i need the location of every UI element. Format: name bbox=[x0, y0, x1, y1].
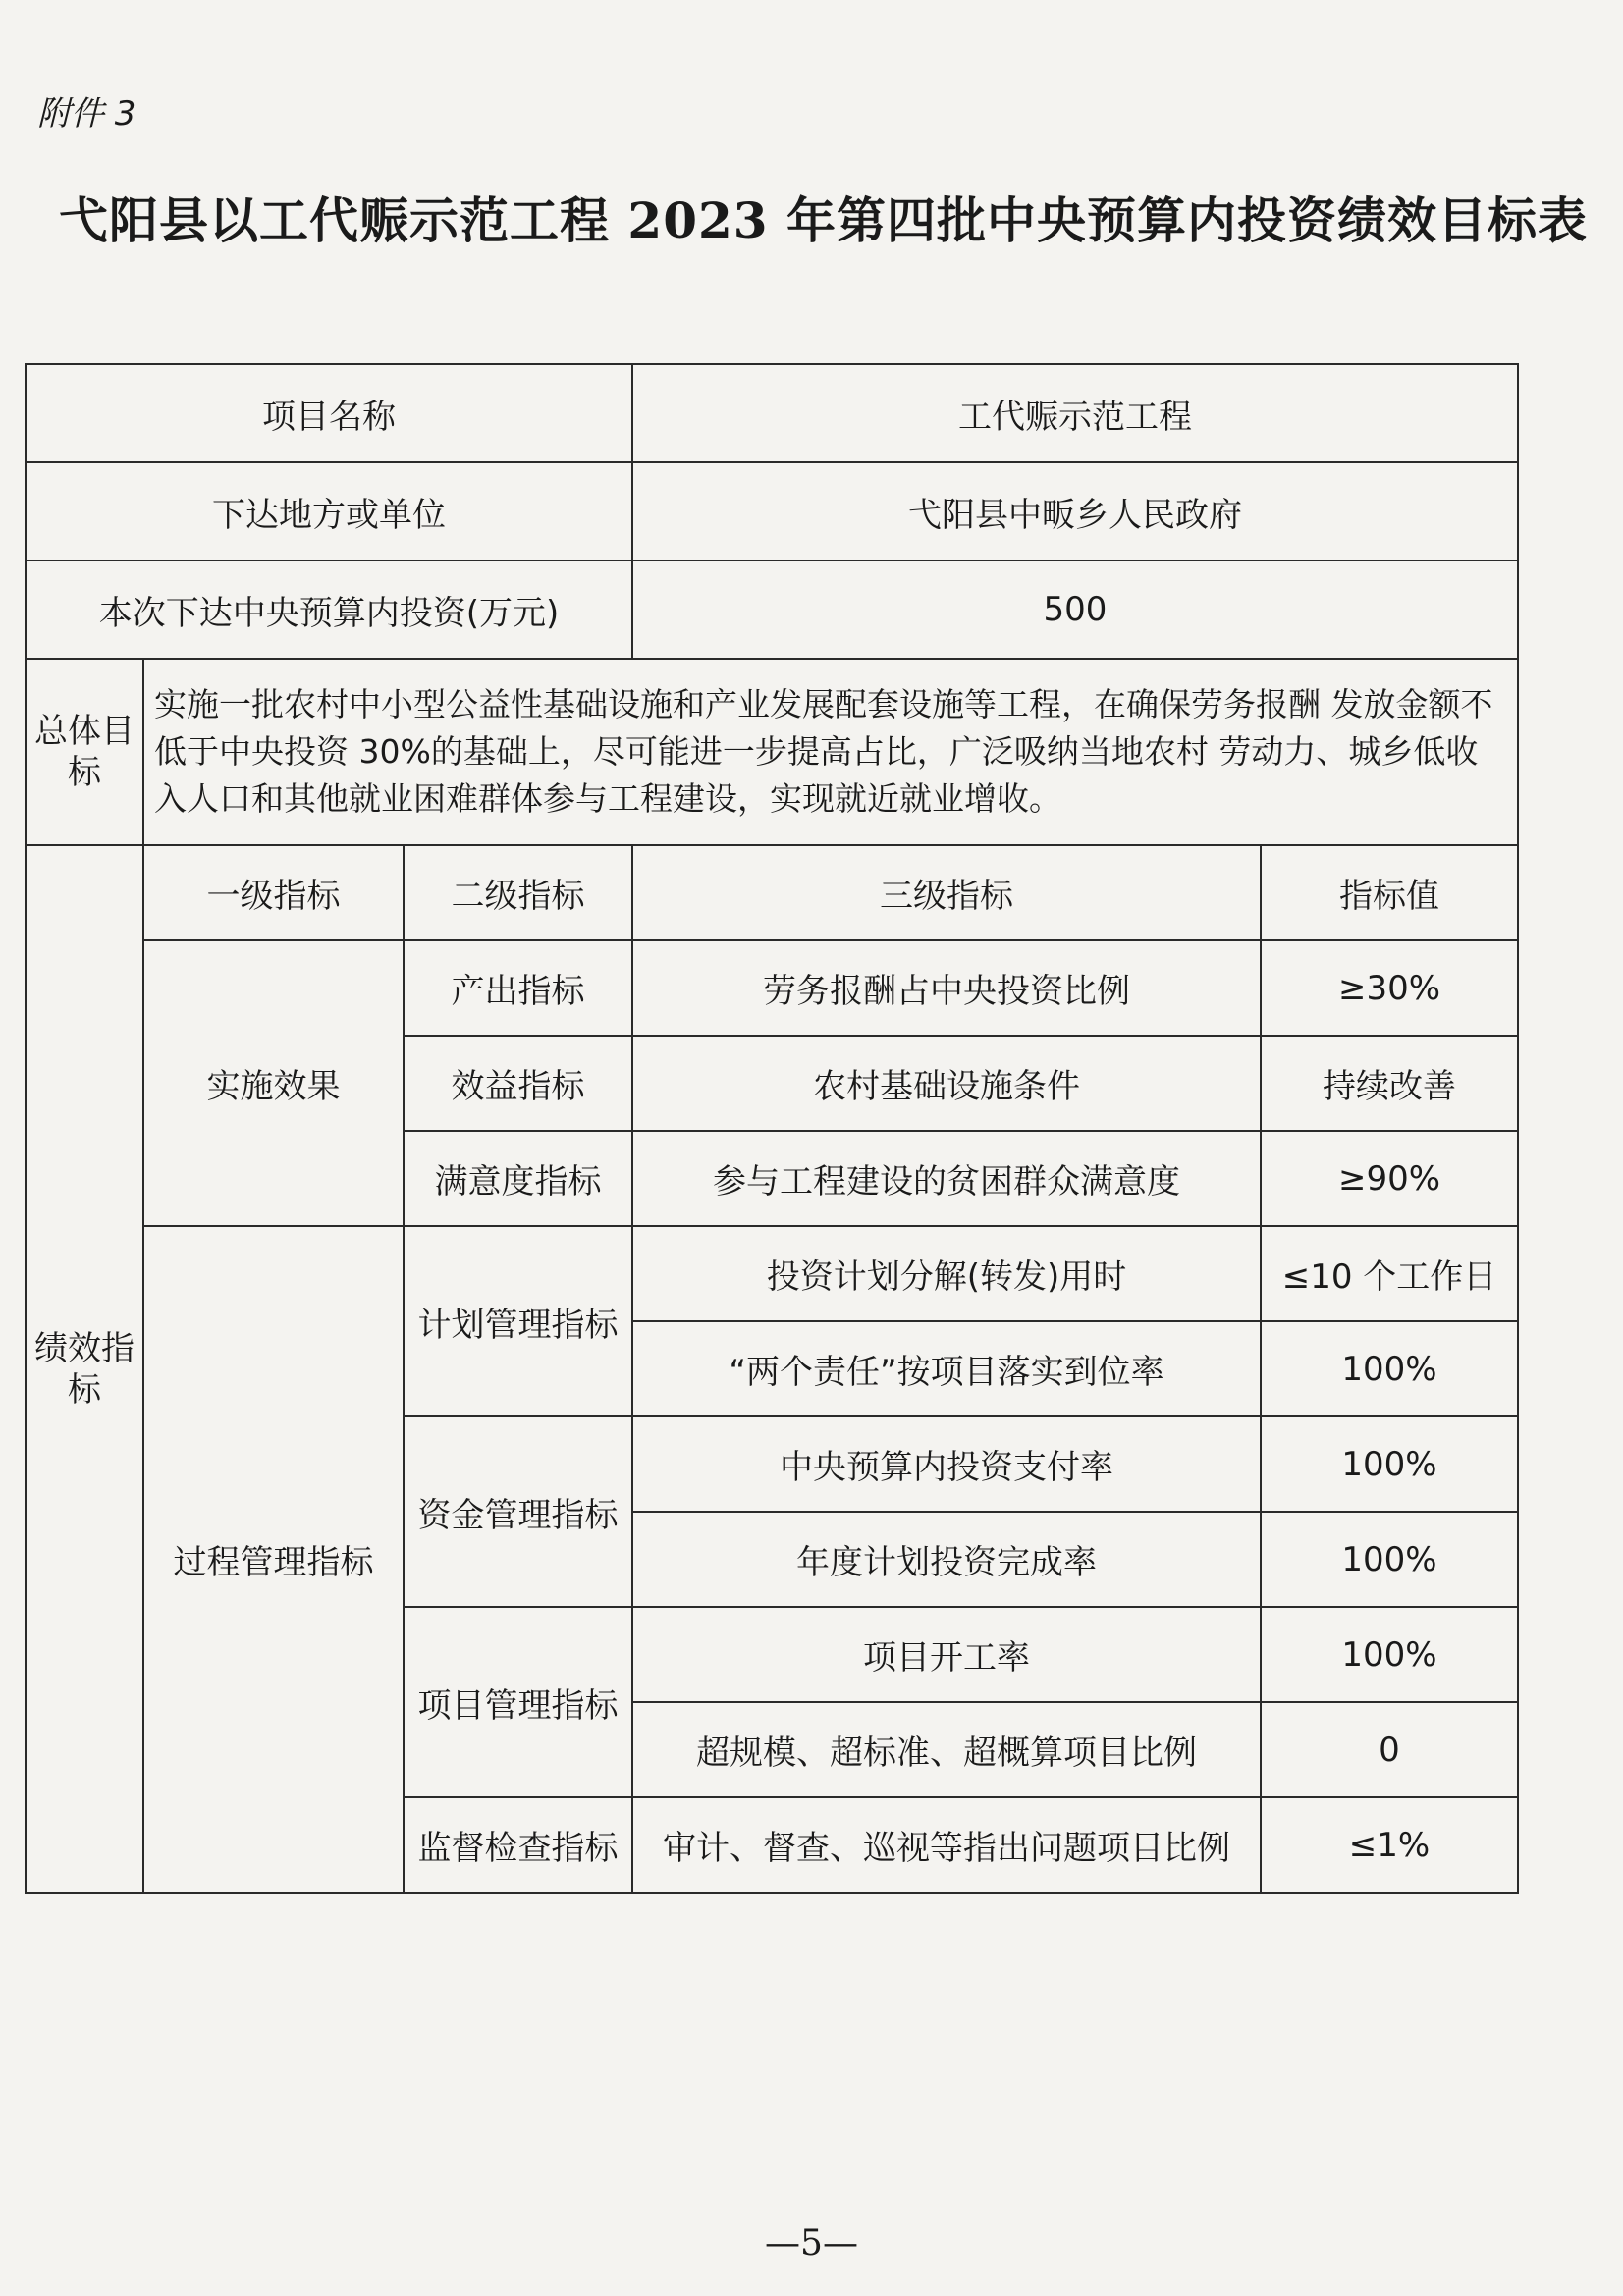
value-cell: 100% bbox=[1261, 1416, 1518, 1512]
level1-cell: 实施效果 bbox=[143, 940, 404, 1226]
value-cell: 持续改善 bbox=[1261, 1036, 1518, 1131]
level3-cell: 投资计划分解(转发)用时 bbox=[632, 1226, 1261, 1321]
table-row bbox=[26, 1226, 1518, 1321]
level3-cell: 项目开工率 bbox=[632, 1607, 1261, 1702]
investment-value: 500 bbox=[632, 561, 1518, 659]
table-row bbox=[26, 364, 1518, 462]
header-level2: 二级指标 bbox=[404, 845, 632, 940]
table-row bbox=[26, 659, 1518, 845]
level2-cell: 资金管理指标 bbox=[404, 1416, 632, 1607]
table-row bbox=[26, 462, 1518, 561]
level3-cell: 农村基础设施条件 bbox=[632, 1036, 1261, 1131]
performance-label: 绩效指标 bbox=[26, 845, 143, 1893]
attachment-label: 附件 3 bbox=[37, 94, 136, 133]
level3-cell: “两个责任”按项目落实到位率 bbox=[632, 1321, 1261, 1416]
header-level1: 一级指标 bbox=[143, 845, 404, 940]
value-cell: 100% bbox=[1261, 1607, 1518, 1702]
document-title: 弋阳县以工代赈示范工程 2023 年第四批中央预算内投资绩效目标表 bbox=[59, 191, 1588, 249]
level1-cell: 过程管理指标 bbox=[143, 1226, 404, 1893]
table-row bbox=[26, 845, 1518, 940]
level2-cell: 产出指标 bbox=[404, 940, 632, 1036]
investment-label: 本次下达中央预算内投资(万元) bbox=[26, 561, 632, 659]
project-name-value: 工代赈示范工程 bbox=[632, 364, 1518, 462]
value-cell: 0 bbox=[1261, 1702, 1518, 1797]
page-number: —5— bbox=[765, 2223, 858, 2264]
issuing-unit-label: 下达地方或单位 bbox=[26, 462, 632, 561]
level2-cell: 满意度指标 bbox=[404, 1131, 632, 1226]
level3-cell: 审计、督查、巡视等指出问题项目比例 bbox=[632, 1797, 1261, 1893]
value-cell: 100% bbox=[1261, 1321, 1518, 1416]
project-name-label: 项目名称 bbox=[26, 364, 632, 462]
level3-cell: 超规模、超标准、超概算项目比例 bbox=[632, 1702, 1261, 1797]
header-level3: 三级指标 bbox=[632, 845, 1261, 940]
value-cell: ≤1% bbox=[1261, 1797, 1518, 1893]
performance-goal-table bbox=[25, 363, 1519, 1894]
level3-cell: 年度计划投资完成率 bbox=[632, 1512, 1261, 1607]
value-cell: ≥90% bbox=[1261, 1131, 1518, 1226]
level2-cell: 效益指标 bbox=[404, 1036, 632, 1131]
level3-cell: 中央预算内投资支付率 bbox=[632, 1416, 1261, 1512]
value-cell: ≥30% bbox=[1261, 940, 1518, 1036]
level2-cell: 监督检查指标 bbox=[404, 1797, 632, 1893]
value-cell: ≤10 个工作日 bbox=[1261, 1226, 1518, 1321]
level3-cell: 参与工程建设的贫困群众满意度 bbox=[632, 1131, 1261, 1226]
overall-goal-label: 总体目标 bbox=[26, 659, 143, 845]
level3-cell: 劳务报酬占中央投资比例 bbox=[632, 940, 1261, 1036]
issuing-unit-value: 弋阳县中畈乡人民政府 bbox=[632, 462, 1518, 561]
header-value: 指标值 bbox=[1261, 845, 1518, 940]
level2-cell: 计划管理指标 bbox=[404, 1226, 632, 1416]
table-row bbox=[26, 940, 1518, 1036]
value-cell: 100% bbox=[1261, 1512, 1518, 1607]
table-row bbox=[26, 561, 1518, 659]
level2-cell: 项目管理指标 bbox=[404, 1607, 632, 1797]
overall-goal-text: 实施一批农村中小型公益性基础设施和产业发展配套设施等工程，在确保劳务报酬 发放金额不低于中央投资 30%的基础上，尽可能进一步提高占比，广泛吸纳当地农村 劳动力、城乡低收入人口和其他就业困难群体参与工程建设，实现就近就业增收。 bbox=[143, 659, 1518, 845]
